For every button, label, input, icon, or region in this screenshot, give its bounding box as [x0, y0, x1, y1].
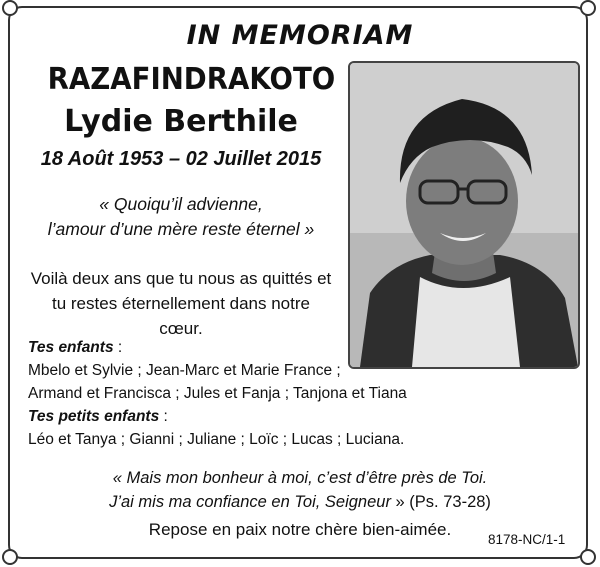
grandchildren-label: Tes petits enfants: [28, 408, 160, 425]
verse-reference: » (Ps. 73-28): [390, 493, 491, 511]
closing-verse: [0, 466, 600, 514]
message-line: tu restes éternellement dans notre cœur.: [52, 294, 310, 338]
corner-ornament: [2, 0, 18, 16]
memorial-quote: [30, 192, 332, 242]
deceased-firstnames: Lydie Berthile: [64, 104, 298, 139]
corner-ornament: [580, 549, 596, 565]
verse-line: [0, 490, 600, 514]
verse-text: J’ai mis ma confiance en Toi, Seigneur: [109, 493, 391, 511]
verse-line: « Mais mon bonheur à moi, c’est d’être près de Toi.: [112, 469, 488, 487]
quote-line: « Quoiqu’il advienne,: [99, 194, 263, 214]
grandchildren-line: Léo et Tanya ; Gianni ; Juliane ; Loïc ; Lucas ; Luciana.: [28, 431, 405, 448]
family-list: [28, 336, 448, 451]
children-line: Mbelo et Sylvie ; Jean-Marc et Marie France ;: [28, 362, 341, 379]
memorial-message: [30, 266, 332, 341]
grandchildren-heading: [28, 405, 448, 428]
portrait-photo-icon: [350, 63, 578, 367]
repose-line: Repose en paix notre chère bien-aimée.: [148, 520, 452, 539]
children-line: Armand et Francisca ; Jules et Fanja ; Tanjona et Tiana: [28, 385, 407, 402]
children-heading: [28, 336, 448, 359]
children-label: Tes enfants: [28, 339, 114, 356]
grandchildren-colon: :: [159, 408, 168, 425]
deceased-surname: RAZAFINDRAKOTO: [47, 62, 336, 97]
notice-heading: IN MEMORIAM: [186, 20, 414, 51]
portrait-photo: [348, 61, 580, 369]
corner-ornament: [2, 549, 18, 565]
quote-line: l’amour d’une mère reste éternel »: [47, 219, 315, 239]
children-colon: :: [113, 339, 123, 356]
life-dates: 18 Août 1953 – 02 Juillet 2015: [40, 148, 322, 170]
notice-reference: 8178-NC/1-1: [488, 532, 566, 547]
corner-ornament: [580, 0, 596, 16]
message-line: Voilà deux ans que tu nous as quittés et: [30, 269, 332, 288]
